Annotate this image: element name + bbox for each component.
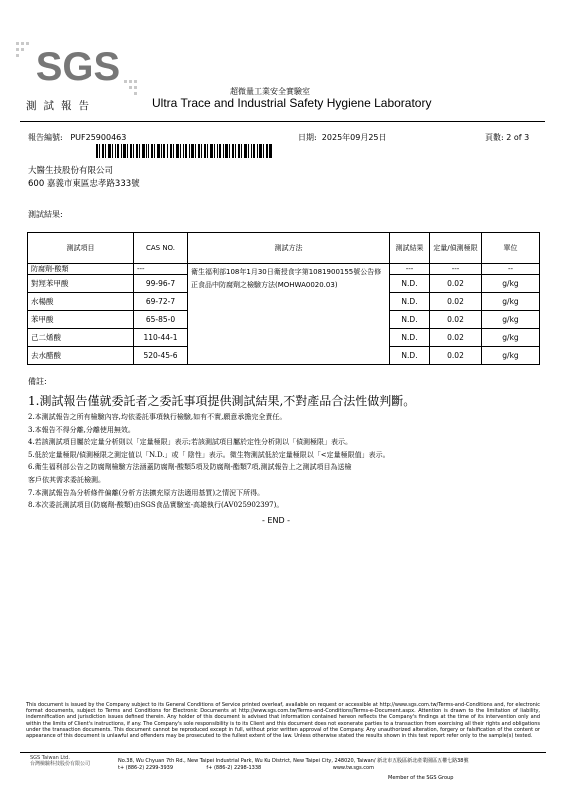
end-marker: - END - (262, 516, 291, 525)
header-unit: 單位 (482, 233, 540, 264)
note-item: 6.衛生福利部公告之防腐劑檢驗方法涵蓋防腐劑-酸類5項及防腐劑-酯類7項,測試報告上之測試項目為送檢 (28, 463, 352, 472)
table-header-row (28, 233, 540, 264)
row-cas: 99-96-7 (134, 275, 188, 293)
footer-phone: t+ (886-2) 2299-3939 (118, 765, 174, 771)
note-item: 客戶依其需求委託檢測。 (28, 475, 105, 484)
footer-contact (118, 765, 468, 772)
row-limit: 0.02 (430, 329, 482, 347)
report-number: 報告編號: PUF25900463 (28, 133, 127, 142)
footer-address: No.38, Wu Chyuan 7th Rd., New Taipei Industrial Park, Wu Ku District, New Taipei City, 248020, Taiwan/ 新北市五股區新北產業園區五權七路38號 (118, 758, 469, 764)
header-item: 測試項目 (28, 233, 134, 264)
category-result: --- (390, 264, 430, 275)
sgs-taiwan-block (30, 755, 90, 767)
row-unit: g/kg (482, 329, 540, 347)
row-limit: 0.02 (430, 293, 482, 311)
row-result: N.D. (390, 293, 430, 311)
category-cas: --- (134, 264, 188, 275)
header-result: 測試結果 (390, 233, 430, 264)
row-unit: g/kg (482, 311, 540, 329)
row-item: 對羥苯甲酸 (28, 275, 134, 293)
barcode (96, 144, 272, 158)
row-cas: 65-85-0 (134, 311, 188, 329)
svg-text:SGS: SGS (35, 45, 121, 89)
notes-list (28, 411, 390, 512)
row-unit: g/kg (482, 275, 540, 293)
sgs-taiwan-name-cn: 台灣檢驗科技股份有限公司 (30, 761, 91, 767)
company-address: 600 嘉義市東區忠孝路333號 (28, 179, 140, 189)
lab-name-en: Ultra Trace and Industrial Safety Hygiene Laboratory (152, 96, 432, 110)
note-item: 2.本測試報告之所有檢驗內容,均依委託事項執行檢驗,如有不實,願意承擔完全責任。 (28, 413, 287, 421)
row-limit: 0.02 (430, 311, 482, 329)
sgs-logo (14, 38, 140, 98)
category-unit: -- (482, 264, 540, 275)
category-limit: --- (430, 264, 482, 275)
header-rule (20, 121, 545, 122)
page-number: 頁數: 2 of 3 (485, 133, 530, 142)
report-date: 日期: 2025年09月25日 (298, 133, 387, 142)
header-method: 測試方法 (188, 233, 390, 264)
footer-fax: f+ (886-2) 2298-1338 (206, 765, 262, 771)
note-1: 1.測試報告僅就委託者之委託事項提供測試結果,不對產品合法性做判斷。 (28, 394, 416, 408)
sgs-taiwan-name: SGS Taiwan Ltd. (30, 755, 70, 761)
note-item: 4.若該測試項目屬於定量分析則以「定量極限」表示;若該測試項目屬於定性分析則以「偵測極限」表示。 (28, 438, 353, 447)
row-result: N.D. (390, 311, 430, 329)
category-name: 防腐劑-酸類 (28, 264, 134, 275)
header-cas: CAS NO. (134, 233, 188, 264)
note-item: 5.低於定量極限/偵測極限之測定值以「N.D.」或「 陰性」表示。微生物測試低於定量極限以「<定量極限值」表示。 (28, 450, 390, 459)
address-block (118, 758, 468, 772)
note-item: 8.本次委託測試項目(防腐劑-酸類)由SGS食品實驗室-高雄執行(AV025902397)。 (28, 501, 284, 510)
row-limit: 0.02 (430, 275, 482, 293)
company-block (28, 165, 140, 191)
row-unit: g/kg (482, 347, 540, 365)
row-unit: g/kg (482, 293, 540, 311)
row-limit: 0.02 (430, 347, 482, 365)
note-item: 7.本測試報告為分析條件偏離(分析方法擴充原方法適用基質)之情況下所得。 (28, 488, 265, 497)
legal-disclaimer: This document is issued by the Company subject to its General Conditions of Service printed overleaf, available on request or accessible at http://www.sgs.com.tw/Terms-and-Conditions and, for electronic format documents, subject to Terms and Conditions for Electronic Documents at http://www.sgs.com.tw/Terms-and-Conditions/Terms-e-Document.aspx. Attention is drawn to the limitation of liability, indemnification and jurisdiction issues defined therein. Any holder of this document is advised that information contained hereon reflects the Company's findings at the time of its intervention only and within the limits of Client's instructions, if any. The Company's sole responsibility is to its Client and this document does not exonerate parties to a transaction from exercising all their rights and obligations under the transaction documents. This document cannot be reproduced except in full, without prior written approval of the Company. Any unauthorized alteration, forgery or falsification of the content or appearance of this document is unlawful and offenders may be prosecuted to the fullest extent of the law. Unless otherwise stated the results shown in this test report refer only to the sample(s) tested. (26, 702, 540, 740)
row-result: N.D. (390, 329, 430, 347)
footer-rule (20, 752, 546, 753)
row-cas: 110-44-1 (134, 329, 188, 347)
results-table (27, 232, 540, 365)
report-title-cn: 測試報告 (26, 100, 96, 112)
row-item: 去水醋酸 (28, 347, 134, 365)
results-title: 測試結果: (28, 210, 63, 219)
row-result: N.D. (390, 275, 430, 293)
row-item: 苯甲酸 (28, 311, 134, 329)
row-cas: 520-45-6 (134, 347, 188, 365)
lab-name-cn: 超微量工業安全實驗室 (230, 87, 310, 96)
company-name: 大醫生技股份有限公司 (28, 166, 114, 176)
test-method: 衛生福利部108年1月30日衛授食字第1081900155號公告修正食品中防腐劑之檢驗方法(MOHWA0020.03) (188, 264, 390, 365)
note-item: 3.本報告不得分離,分離使用無效。 (28, 425, 135, 434)
header-limit: 定量/偵測極限 (430, 233, 482, 264)
category-row (28, 264, 540, 275)
footer-web: www.tw.sgs.com (332, 765, 374, 771)
row-cas: 69-72-7 (134, 293, 188, 311)
row-result: N.D. (390, 347, 430, 365)
member-text: Member of the SGS Group (388, 775, 454, 781)
row-item: 己二烯酸 (28, 329, 134, 347)
notes-title: 備註: (28, 377, 47, 386)
row-item: 水楊酸 (28, 293, 134, 311)
